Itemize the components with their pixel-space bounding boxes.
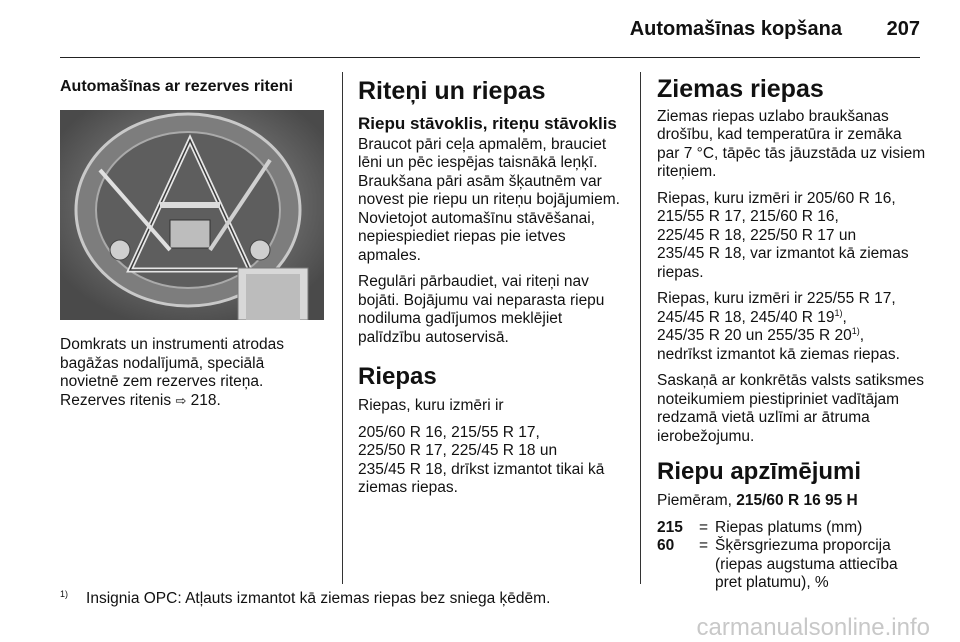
tyre-condition-heading: Riepu stāvoklis, riteņu stāvoklis [358,113,617,133]
spare-wheel-heading: Automašīnas ar rezerves riteni [60,78,293,95]
footnote-ref[interactable]: 1) [851,325,860,336]
definition-row: 215 = Riepas platums (mm) [657,518,863,536]
tyre-sizes-intro: Riepas, kuru izmēri ir [358,397,504,414]
jack-illustration [60,110,324,320]
column-divider [342,72,343,584]
page-number: 207 [886,18,920,40]
winter-sizes-allowed: Riepas, kuru izmēri ir 205/60 R 16, 215/55 R 17, 215/60 R 16, 225/45 R 18, 225/50 R 17 un 235/45 R 18, var izmantot kā ziemas riepas. [657,189,909,281]
definition-row: 60 = Šķērsgriezuma proporcija (riepas augstuma attiecība pret platumu), % [657,537,898,591]
page-header [0,0,960,62]
winter-tyres-paragraph: Ziemas riepas uzlabo braukšanas drošību, kad temperatūra ir zemāka par 7 °C, tāpēc tās jāuzstāda uz visiem riteņiem. [657,107,926,180]
column-divider [640,72,641,584]
section-title: Automašīnas kopšana [629,18,842,40]
jack-caption: Domkrats un instrumenti atrodas bagāžas nodalījumā, speciālā novietnē zem rezerves riteņa. Rezerves ritenis ⇨ 218. [60,336,284,409]
speed-limit-sticker-paragraph: Saskaņā ar konkrētās valsts satiksmes noteikumiem piestipriniet vadītājam redzamā vietā uzlīmi ar ātruma ierobežojumu. [657,372,925,445]
footnote-ref[interactable]: 1) [834,307,843,318]
wheel-check-paragraph: Regulāri pārbaudiet, vai riteņi nav bojāti. Bojājumu vai neparasta riepu nodiluma gadījumos meklējiet palīdzību autoservisā. [358,273,605,346]
tyres-heading: Riepas [358,363,437,390]
column-2 [358,72,626,506]
header-rule [60,57,920,58]
winter-sizes-forbidden: Riepas, kuru izmēri ir 225/55 R 17, 245/45 R 18, 245/40 R 19$^{1)}$, 245/35 R 20 un 255/35 R 20$^{1)}$, nedrīkst izmantot kā ziemas riepas. [657,290,900,363]
tyre-marking-definitions [657,519,927,593]
spare-wheel-page-link[interactable]: 218. [190,391,221,409]
wheels-tyres-title: Riteņi un riepas [358,77,546,105]
cross-reference-arrow-icon: ⇨ [175,392,187,408]
footnote-text: Insignia OPC: Atļauts izmantot kā ziemas riepas bez sniega ķēdēm. [86,590,551,607]
tyre-marking-example: Piemēram, 215/60 R 16 95 H [657,492,858,509]
column-1 [60,72,326,418]
watermark: carmanualsonline.info [696,614,930,641]
tyre-condition-paragraph: Braucot pāri ceļa apmalēm, brauciet lēni un pēc iespējas taisnākā leņķī. Braukšana pāri asām šķautnēm var novest pie riepu un riteņu bojājumiem. Novietojot automašīnu stāvēšanai, nepiespiediet riepas pie ietves apmales. [358,135,620,264]
footnote-mark: 1) [60,588,69,599]
winter-tyres-title: Ziemas riepas [657,75,824,103]
tyre-sizes-list: 205/60 R 16, 215/55 R 17, 225/50 R 17, 225/45 R 18 un 235/45 R 18, drīkst izmantot tikai kā ziemas riepas. [358,423,605,496]
column-3 [657,72,927,593]
jack-tools-photo [60,110,324,320]
footnote [60,590,550,608]
tyre-markings-heading: Riepu apzīmējumi [657,458,862,485]
